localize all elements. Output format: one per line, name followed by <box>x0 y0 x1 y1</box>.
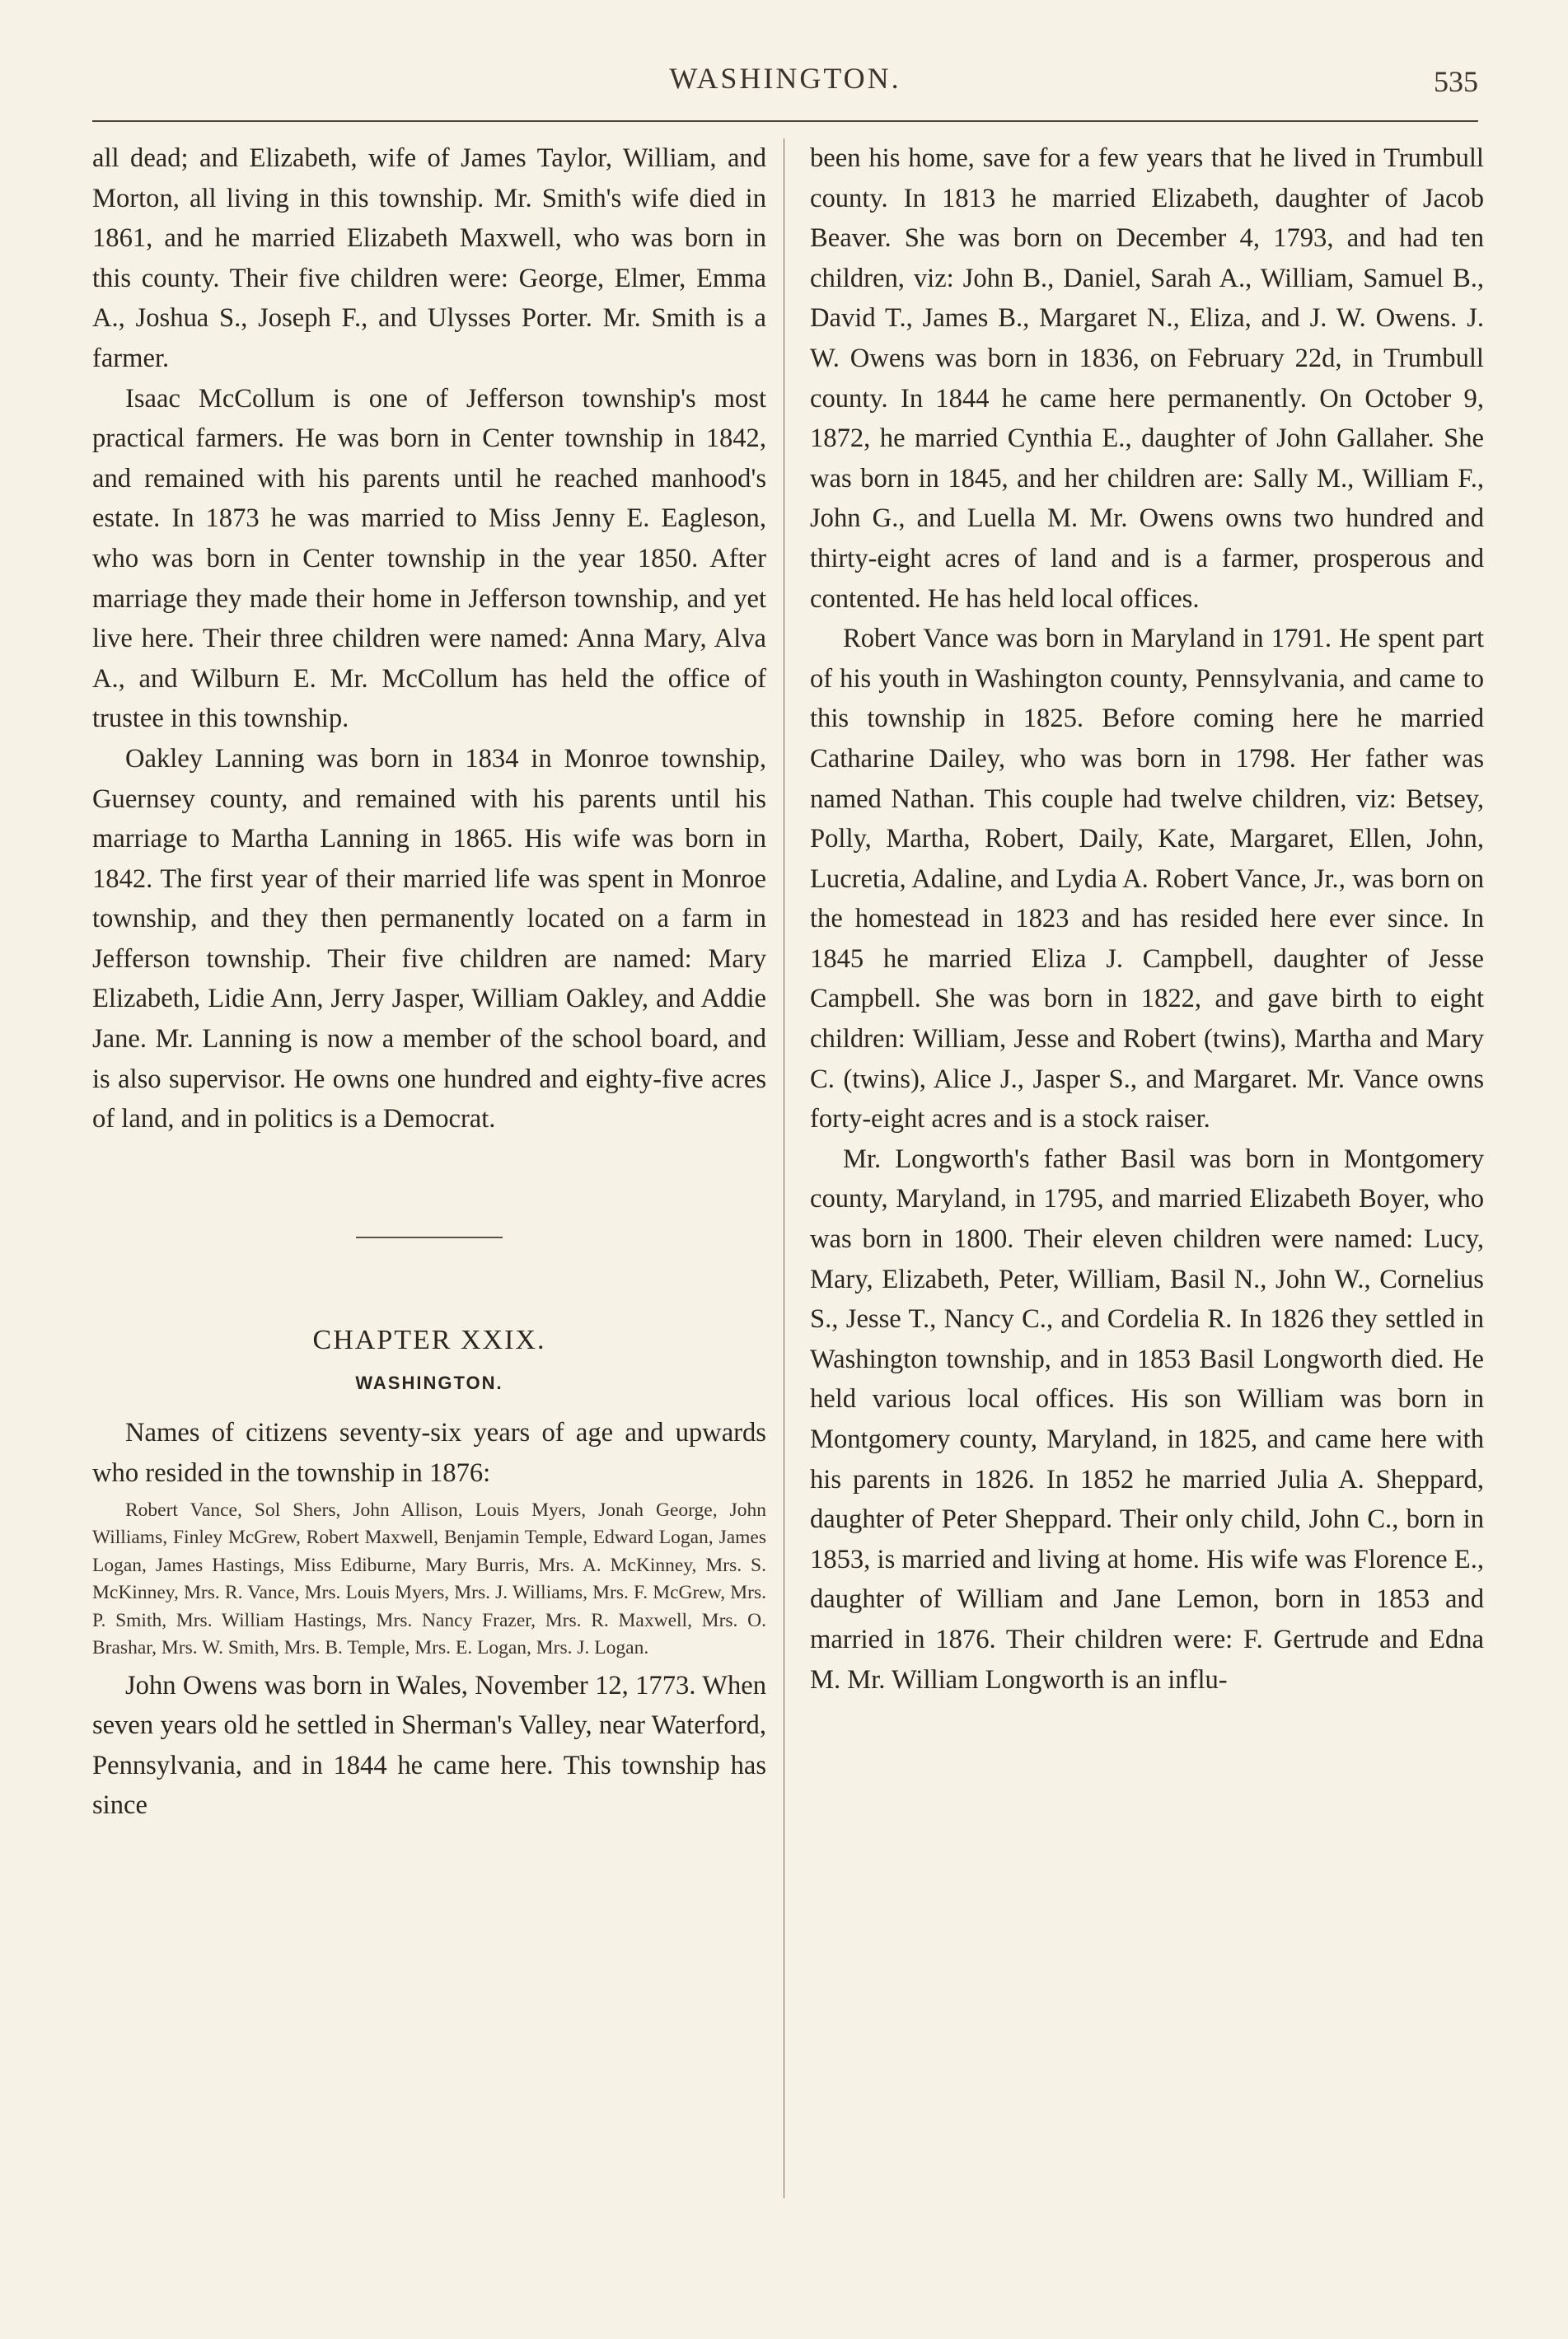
running-title: WASHINGTON. <box>669 62 901 95</box>
page-number: 535 <box>1434 65 1478 98</box>
right-column <box>810 138 1484 1700</box>
page-header <box>92 61 1478 110</box>
chapter-title: CHAPTER XXIX. <box>312 1324 546 1355</box>
section-divider <box>356 1237 503 1238</box>
paragraph-isaac-mccollum: Isaac McCollum is one of Jefferson township's most practical farmers. He was born in Center township in 1842, and remained with his parents until he reached manhood's estate. In 1873 he was married to Miss Jenny E. Eagleson, who was born in Center township in the year 1850. After marriage they made their home in Jefferson township, and yet live here. Their three children were named: Anna Mary, Alva A., and Wilburn E. Mr. McCollum has held the office of trustee in this township. <box>92 383 766 734</box>
paragraph-longworth: Mr. Longworth's father Basil was born in Montgomery county, Maryland, in 1795, and married Elizabeth Boyer, who was born in 1800. Their eleven children were named: Lucy, Mary, Elizabeth, Peter, William, Basil N., John W., Cornelius S., Jesse T., Nancy C., and Cordelia R. In 1826 they settled in Washington township, and in 1853 Basil Longworth died. He held various local offices. His son William was born in Montgomery county, Maryland, in 1825, and came here with his parents in 1826. In 1852 he married Julia A. Sheppard, daughter of Peter Sheppard. Their only child, John C., born in 1853, is married and living at home. His wife was Florence E., daughter of William and Jane Lemon, born in 1853 and married in 1876. Their children were: F. Gertrude and Edna M. Mr. William Longworth is an influ- <box>810 1144 1484 1695</box>
paragraph-robert-vance: Robert Vance was born in Maryland in 1791. He spent part of his youth in Washington county, Pennsylvania, and came to this township in 1825. Before coming here he married Catharine Dailey, who was born in 1798. Her father was named Nathan. This couple had twelve children, viz: Betsey, Polly, Martha, Robert, Daily, Kate, Margaret, Ellen, John, Lucretia, Adaline, and Lydia A. Robert Vance, Jr., was born on the homestead in 1823 and has resided here ever since. In 1845 he married Eliza J. Campbell, daughter of Jesse Campbell. She was born in 1822, and gave birth to eight children: William, Jesse and Robert (twins), Martha and Mary C. (twins), Alice J., Jasper S., and Margaret. Mr. Vance owns forty-eight acres and is a stock raiser. <box>810 624 1484 1134</box>
paragraph-owens-continued: been his home, save for a few years that he lived in Trumbull county. In 1813 he married Elizabeth, daughter of Jacob Beaver. She was born on December 4, 1793, and had ten children, viz: John B., Daniel, Sarah A., William, Samuel B., David T., James B., Margaret N., Eliza, and J. W. Owens. J. W. Owens was born in 1836, on February 22d, in Trumbull county. In 1844 he came here permanently. On October 9, 1872, he married Cynthia E., daughter of John Gallaher. She was born in 1845, and her children are: Sally M., William F., John G., and Luella M. Mr. Owens owns two hundred and thirty-eight acres of land and is a farmer, prosperous and contented. He has held local offices. <box>810 143 1484 614</box>
left-column <box>92 138 766 1826</box>
paragraph-oakley-lanning: Oakley Lanning was born in 1834 in Monroe township, Guernsey county, and remained with his parents until his marriage to Martha Lanning in 1865. His wife was born in 1842. The first year of their married life was spent in Monroe township, and they then permanently located on a farm in Jefferson township. Their five children are named: Mary Elizabeth, Lidie Ann, Jerry Jasper, William Oakley, and Addie Jane. Mr. Lanning is now a member of the school board, and is also supervisor. He owns one hundred and eighty-five acres of land, and in politics is a Democrat. <box>92 743 766 1134</box>
paragraph-john-owens: John Owens was born in Wales, November 12, 1773. When seven years old he settled in Sherman's Valley, near Waterford, Pennsylvania, and in 1844 he came here. This township has since <box>92 1670 766 1821</box>
chapter-subtitle: WASHINGTON. <box>355 1372 503 1393</box>
chapter-intro: Names of citizens seventy-six years of age and upwards who resided in the township in 1876: <box>92 1418 766 1489</box>
elder-citizens-list: Robert Vance, Sol Shers, John Allison, Louis Myers, Jonah George, John Williams, Finley McGrew, Robert Maxwell, Benjamin Temple, Edward Logan, James Logan, James Hastings, Miss Ediburne, Mary Burris, Mrs. A. McKinney, Mrs. S. McKinney, Mrs. R. Vance, Mrs. Louis Myers, Mrs. J. Williams, Mrs. F. McGrew, Mrs. P. Smith, Mrs. William Hastings, Mrs. Nancy Frazer, Mrs. R. Maxwell, Mrs. O. Brashar, Mrs. W. Smith, Mrs. B. Temple, Mrs. E. Logan, Mrs. J. Logan. <box>92 1499 766 1659</box>
paragraph-smith-family: all dead; and Elizabeth, wife of James Taylor, William, and Morton, all living in this township. Mr. Smith's wife died in 1861, and he married Elizabeth Maxwell, who was born in this county. Their five children were: George, Elmer, Emma A., Joshua S., Joseph F., and Ulysses Porter. Mr. Smith is a farmer. <box>92 143 766 373</box>
header-rule <box>92 120 1478 122</box>
